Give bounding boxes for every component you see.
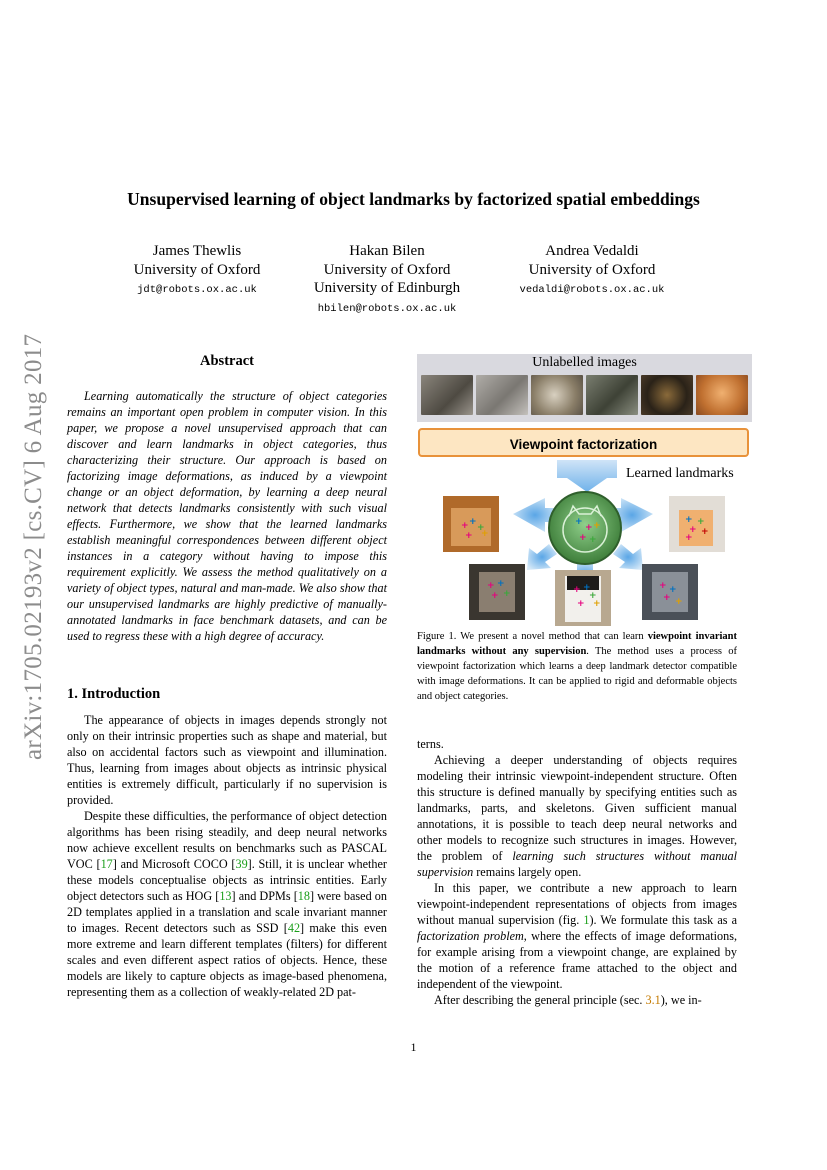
arrow-down-right	[613, 544, 643, 570]
viewpoint-factorization-box: Viewpoint factorization	[418, 428, 749, 457]
author-name: James Thewlis	[152, 243, 242, 259]
svg-text:+: +	[477, 523, 485, 533]
right-paragraph-2: In this paper, we contribute a new approach to learn viewpoint-independent representations of objects from images without manual supervision (fig. 1). We formulate this task as a factorization problem, where the effects of image deformations, for example arising from a viewpoint change, are explained by the motion of a reference frame attached to the object and independent of the viewpoint.	[417, 881, 738, 991]
svg-text:+: +	[675, 597, 683, 607]
intro-paragraph-2: Despite these difficulties, the performance of object detection algorithms has been rising steadily, and deep neural networks now achieve excellent results on benchmarks such as PASCAL VOC [17] and Microsoft COCO [39]. Still, it is unclear whether these models conceptualise objects as intrinsic entities. Early object detectors such as HOG [13] and DPMs [18] were based on 2D templates applied in a translation and scale invariant manner to images. Recent detectors such as SSD [42] make this even more extreme and learn different templates (filters) for different scales and even different aspect ratios of objects. Hence, these models are likely to capture objects as image-based phenomena, representing them as a collection of weakly-related 2D pat-	[67, 809, 387, 999]
svg-text:+: +	[503, 589, 511, 599]
svg-text:+: +	[579, 533, 587, 543]
svg-text:+: +	[469, 517, 477, 527]
abstract-text: Learning automatically the structure of object categories remains an important open problem in computer vision. In this paper, we propose a novel unsupervised approach that can discover and learn landmarks in object categories, thus characterizing their structure. Our approach is based on factorizing image deformations, as induced by a viewpoint change or an object deformation, by learning a deep neural network that detects landmarks consistently with such visual effects. Furthermore, we show that the learned landmarks establish meaningful correspondences between different object instances in a category without having to impose this requirement explicitly. We assess the method qualitatively on a variety of object types, natural and man-made. We also show that our unsupervised landmarks are highly predictive of manually-annotated landmarks in face benchmark datasets, and can be used to regress these with a high degree of accuracy.	[67, 389, 387, 643]
citation-link[interactable]: 39	[235, 857, 248, 871]
unlabelled-thumbnails	[421, 375, 748, 415]
arxiv-stamp: arXiv:1705.02193v2 [cs.CV] 6 Aug 2017	[20, 333, 47, 760]
author-name: Andrea Vedaldi	[545, 243, 639, 259]
figure-caption: Figure 1. We present a novel method that can learn viewpoint invariant landmarks without any supervision. The method uses a process of viewpoint factorization which learns a deep landmark detector compatible with image deformations. It can be applied to rigid and deformable objects and object categories.	[417, 631, 737, 702]
svg-text:+: +	[497, 579, 505, 589]
svg-text:+: +	[465, 531, 473, 541]
landmark-diagram	[417, 458, 752, 628]
author-affiliation: University of Edinburgh	[313, 280, 461, 296]
svg-text:+: +	[575, 517, 583, 527]
svg-text:+: +	[663, 593, 671, 603]
author-name: Hakan Bilen	[349, 243, 425, 259]
section-heading-introduction: 1. Introduction	[67, 686, 161, 702]
author-email[interactable]: jdt@robots.ox.ac.uk	[137, 284, 257, 296]
citation-link[interactable]: 18	[297, 889, 310, 903]
svg-text:+: +	[593, 521, 601, 531]
author-email[interactable]: hbilen@robots.ox.ac.uk	[317, 302, 457, 315]
svg-text:+: +	[577, 599, 585, 609]
cat-thumbnail	[476, 375, 528, 415]
author-affiliation: University of Oxford	[323, 261, 451, 278]
cat-thumbnail	[696, 375, 748, 415]
page-number: 1	[410, 1040, 417, 1054]
down-arrow	[557, 460, 617, 492]
right-paragraph-1: Achieving a deeper understanding of objects requires modeling their intrinsic viewpoint-independent structure. Often this structure is defined manually by specifying entities such as landmarks, parts, and skeletons. Given sufficient manual annotations, it is possible to teach deep neural networks and other models to recognize such structures in images. However, the problem of learning such structures without manual supervision remains largely open.	[417, 753, 737, 879]
author-affiliation: University of Oxford	[133, 261, 261, 278]
svg-text:+: +	[487, 581, 495, 591]
abstract-body	[67, 388, 387, 644]
citation-link[interactable]: 42	[287, 921, 301, 935]
svg-text:+: +	[593, 599, 601, 609]
arrow-down-left	[527, 544, 557, 570]
abstract-heading: Abstract	[200, 353, 254, 369]
author-affiliation: University of Oxford	[528, 261, 656, 278]
svg-text:+: +	[589, 535, 597, 545]
svg-text:+: +	[583, 583, 591, 593]
right-paragraph-0: terns.	[417, 737, 444, 751]
cat-thumbnail	[531, 375, 583, 415]
author-2	[297, 242, 477, 318]
citation-link[interactable]: 13	[219, 889, 232, 903]
paper-title: Unsupervised learning of object landmarks by factorized spatial embeddings	[127, 189, 700, 209]
figure-link[interactable]: 1	[583, 913, 590, 927]
svg-text:+: +	[573, 585, 581, 595]
svg-text:+: +	[491, 591, 499, 601]
svg-text:+: +	[685, 533, 693, 543]
svg-text:+: +	[461, 521, 469, 531]
right-paragraph-3: After describing the general principle (sec. 3.1), we in-	[434, 993, 702, 1007]
intro-column	[67, 712, 387, 1000]
svg-text:+: +	[585, 523, 593, 533]
svg-text:+: +	[689, 525, 697, 535]
svg-text:+: +	[659, 581, 667, 591]
author-1	[117, 242, 277, 300]
unlabelled-images-label: Unlabelled images	[532, 355, 637, 370]
svg-text:+: +	[701, 527, 709, 537]
cat-thumbnail	[641, 375, 693, 415]
intro-paragraph-1: The appearance of objects in images depends strongly not only on their intrinsic properties such as shape and material, but also on accidental factors such as viewpoint and illumination. Thus, learning from images about objects as intrinsic physical entities is extremely difficult, particularly if no supervision is provided.	[67, 713, 387, 807]
cat-thumbnail	[421, 375, 473, 415]
author-3	[497, 242, 687, 300]
citation-link[interactable]: 17	[100, 857, 113, 871]
svg-text:+: +	[481, 529, 489, 539]
section-link[interactable]: 3.1	[645, 993, 661, 1007]
caption-emphasis: viewpoint invariant landmarks without any supervision	[417, 631, 737, 657]
svg-text:+: +	[685, 515, 693, 525]
cat-thumbnail	[586, 375, 638, 415]
svg-text:+: +	[589, 591, 597, 601]
learned-landmarks-label: Learned landmarks	[626, 466, 734, 481]
author-email[interactable]: vedaldi@robots.ox.ac.uk	[519, 284, 665, 296]
svg-text:+: +	[697, 517, 705, 527]
svg-text:+: +	[669, 585, 677, 595]
right-column	[417, 736, 737, 1008]
